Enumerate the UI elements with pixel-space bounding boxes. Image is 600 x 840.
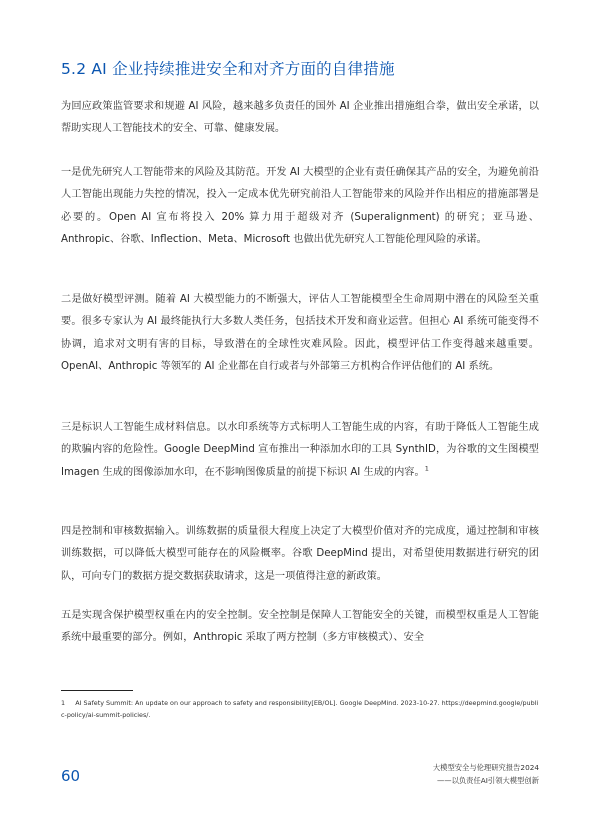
section-heading: 5.2 AI 企业持续推进安全和对齐方面的自律措施: [61, 60, 395, 78]
paragraph-watermarking-text: 三是标识人工智能生成材料信息。以水印系统等方式标明人工智能生成的内容，有助于降低人工智能生成的欺骗内容的危险性。Google DeepMind 宣布推出一种添加水印的工具 SynthID，为谷歌的文生图模型 Imagen 生成的图像添加水印，在不影响图像质量的前提下标识 AI 生成的内容。: [61, 422, 539, 478]
footnote-reference[interactable]: 1: [424, 464, 429, 473]
paragraph-watermarking: [61, 417, 539, 484]
report-title: 大模型安全与伦理研究报告2024: [432, 763, 539, 772]
footnote-marker: 1: [61, 699, 66, 707]
paragraph-data-control: 四是控制和审核数据输入。训练数据的质量很大程度上决定了大模型价值对齐的完成度，通过控制和审核训练数据，可以降低大模型可能存在的风险概率。谷歌 DeepMind 提出，对希望使用数据进行研究的团队，可向专门的数据方提交数据获取请求，这是一项值得注意的新政策。: [61, 526, 539, 582]
footnote: [61, 697, 539, 721]
report-subtitle: ——以负责任AI引领大模型创新: [436, 776, 539, 785]
paragraph-intro: 为回应政策监管要求和规避 AI 风险，越来越多负责任的国外 AI 企业推出措施组合拳，做出安全承诺，以帮助实现人工智能技术的安全、可靠、健康发展。: [61, 101, 539, 135]
running-footer: [433, 761, 539, 787]
footnote-divider: [61, 690, 133, 691]
paragraph-security-control: 五是实现含保护模型权重在内的安全控制。安全控制是保障人工智能安全的关键，而模型权重是人工智能系统中最重要的部分。例如，Anthropic 采取了两方控制（多方审核模式）、安全: [61, 610, 539, 644]
page-number: 60: [61, 767, 81, 785]
footnote-text: AI Safety Summit: An update on our approach to safety and responsibility[EB/OL]. Google DeepMind. 2023-10-27. https://deepmind.google/public-policy/ai-summit-policies/.: [61, 699, 539, 719]
paragraph-risk-research: 一是优先研究人工智能带来的风险及其防范。开发 AI 大模型的企业有责任确保其产品的安全，为避免前沿人工智能出现能力失控的情况，投入一定成本优先研究前沿人工智能带来的风险并作出相应的措施部署是必要的。Open AI 宣布将投入 20% 算力用于超级对齐 (Superalignment) 的研究；亚马逊、Anthropic、谷歌、Inflection、Meta、Microsoft 也做出优先研究人工智能伦理风险的承诺。: [61, 167, 539, 245]
paragraph-model-evaluation: 二是做好模型评测。随着 AI 大模型能力的不断强大，评估人工智能模型全生命周期中潜在的风险至关重要。很多专家认为 AI 最终能执行大多数人类任务，包括技术开发和商业运营。但担心 AI 系统可能变得不协调，追求对文明有害的目标，导致潜在的全球性灾难风险。因此，模型评估工作变得越来越重要。OpenAI、Anthropic 等领军的 AI 企业都在自行或者与外部第三方机构合作评估他们的 AI 系统。: [61, 294, 539, 372]
